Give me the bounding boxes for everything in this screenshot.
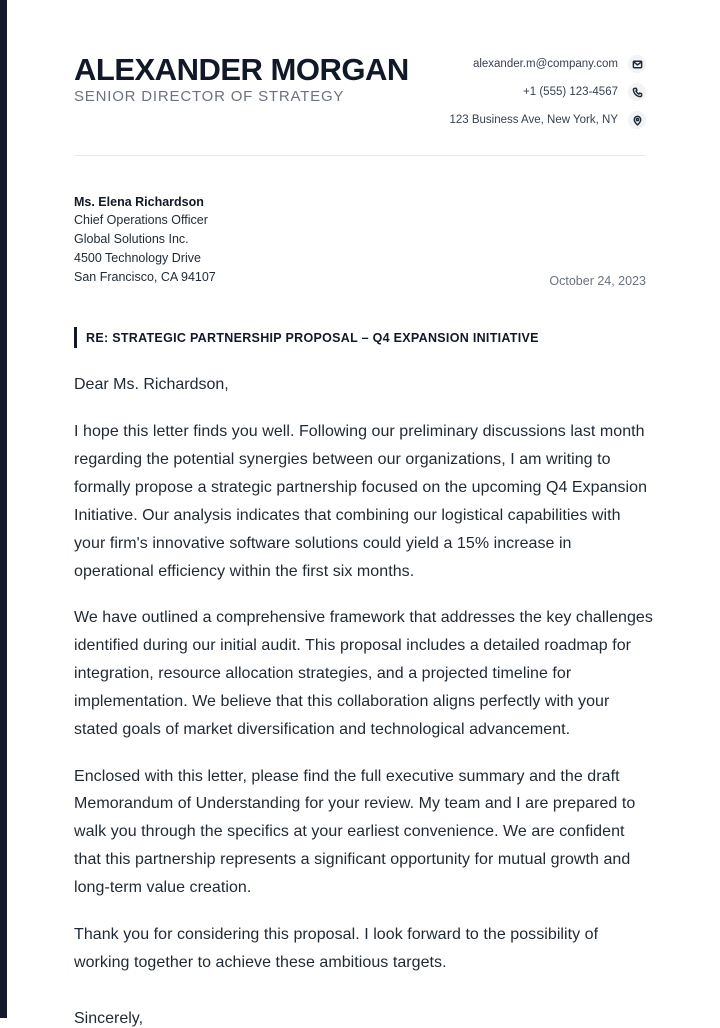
body-paragraph: Thank you for considering this proposal. I look forward to the possibility of working together to achieve these ambitious targets. bbox=[74, 925, 599, 971]
contact-address: 123 Business Ave, New York, NY bbox=[449, 114, 618, 126]
contact-email[interactable]: alexander.m@company.com bbox=[472, 58, 618, 70]
recipient-block bbox=[74, 194, 646, 294]
contact-address-row bbox=[449, 111, 646, 129]
mail-icon bbox=[628, 55, 646, 73]
subject-line: RE: STRATEGIC PARTNERSHIP PROPOSAL – Q4 EXPANSION INITIATIVE bbox=[74, 327, 539, 348]
phone-icon bbox=[628, 83, 646, 101]
contact-email-row[interactable] bbox=[473, 55, 646, 73]
closing: Sincerely, bbox=[74, 1010, 144, 1027]
letterhead bbox=[74, 0, 646, 156]
body-paragraph: We have outlined a comprehensive framework that addresses the key challenges identified during our initial audit. This proposal includes a detailed roadmap for integration, resource allocation strategies, and a projected timeline for implementation. We believe that this collaboration aligns perfectly with your stated goals of market diversification and technological advancement. bbox=[74, 609, 653, 738]
letter-body bbox=[74, 418, 654, 996]
contact-phone[interactable]: +1 (555) 123-4567 bbox=[523, 86, 618, 98]
letter-page bbox=[74, 0, 653, 1027]
sender-title: SENIOR DIRECTOR OF STRATEGY bbox=[74, 88, 345, 105]
accent-sidebar bbox=[0, 0, 7, 1018]
contact-phone-row[interactable] bbox=[523, 83, 646, 101]
recipient-line: 4500 Technology Drive bbox=[74, 251, 201, 265]
recipient-line: Chief Operations Officer bbox=[74, 213, 208, 227]
letter-date: October 24, 2023 bbox=[549, 274, 646, 288]
recipient-name: Ms. Elena Richardson bbox=[74, 195, 204, 209]
recipient-line: Global Solutions Inc. bbox=[74, 232, 189, 246]
recipient-line: San Francisco, CA 94107 bbox=[74, 270, 216, 284]
body-paragraph: Enclosed with this letter, please find the full executive summary and the draft Memorandum of Understanding for your review. My team and I are prepared to walk you through the specifics at your earliest convenience. We are confident that this partnership represents a significant opportunity for mutual growth and long-term value creation. bbox=[74, 767, 636, 897]
contact-info bbox=[449, 55, 646, 129]
body-paragraph: I hope this letter finds you well. Following our preliminary discussions last month regarding the potential synergies between our organizations, I am writing to formally propose a strategic partnership focused on the upcoming Q4 Expansion Initiative. Our analysis indicates that combining our logistical capabilities with your firm's innovative software solutions could yield a 15% increase in operational efficiency within the first six months. bbox=[74, 423, 648, 580]
salutation: Dear Ms. Richardson, bbox=[74, 376, 229, 393]
sender-name: ALEXANDER MORGAN bbox=[74, 52, 409, 87]
location-pin-icon bbox=[628, 111, 646, 129]
